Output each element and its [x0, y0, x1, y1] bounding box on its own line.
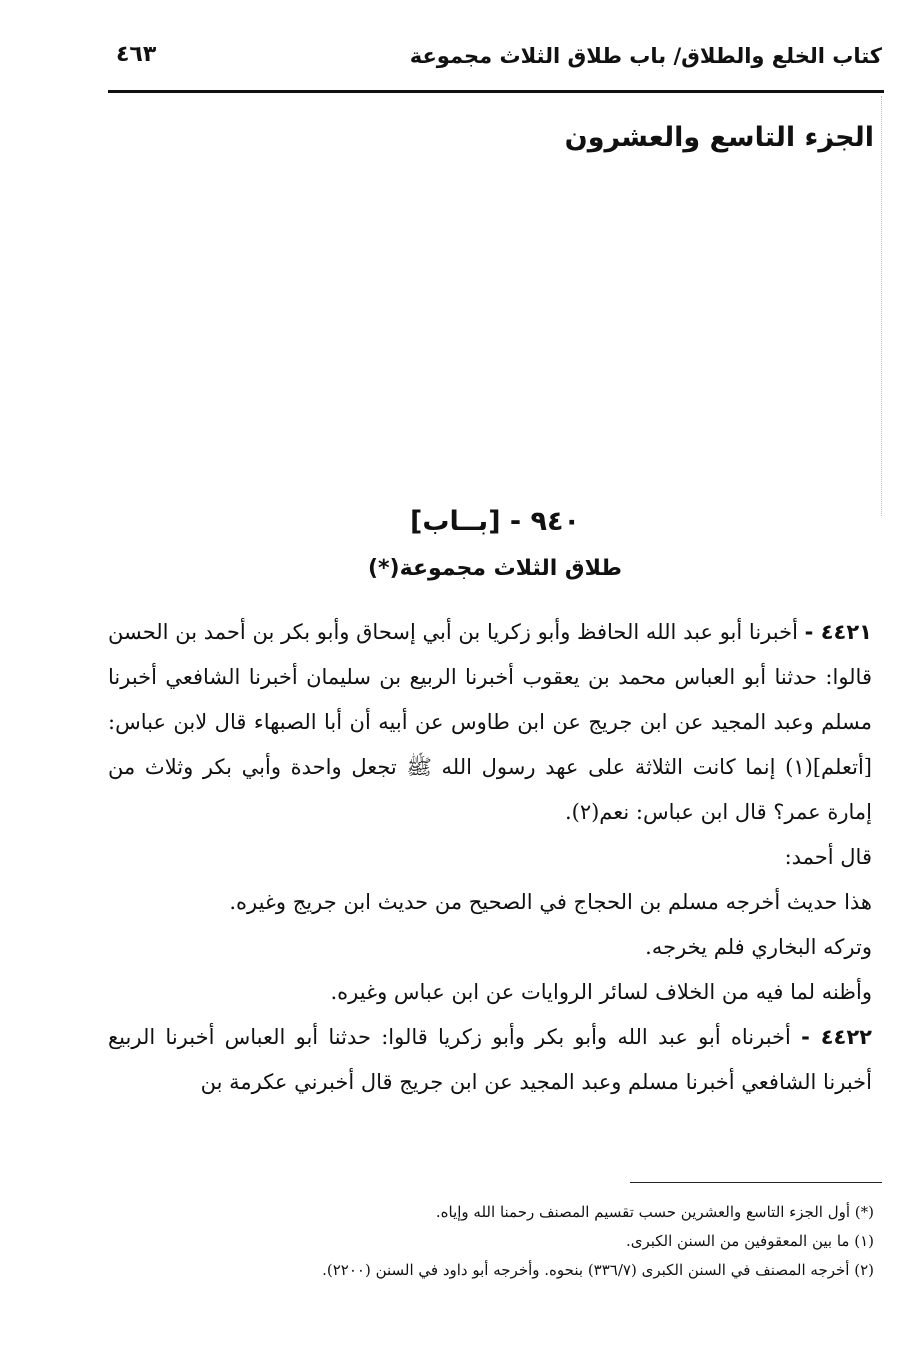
running-title: كتاب الخلع والطلاق/ باب طلاق الثلاث مجموعة: [409, 44, 882, 68]
chapter-subtitle: طلاق الثلاث مجموعة(*): [367, 556, 622, 581]
hadith-number: ٤٤٢١ -: [804, 620, 872, 644]
paragraph-azunnuhu: [108, 970, 872, 1015]
paragraph-text: أخبرنا أبو عبد الله الحافظ وأبو زكريا بن أبي إسحاق وأبو بكر بن أحمد بن الحسن قالوا: حدثنا أبو العباس محمد بن يعقوب أخبرنا الربيع بن سليمان أخبرنا الشافعي أخبرنا مسلم وعبد المجيد عن ابن جريج عن ابن طاوس عن أبيه أن أبا الصبهاء قال لابن عباس: [أتعلم](١) إنما كانت الثلاثة على عهد رسول الله ﷺ تجعل واحدة وأبي بكر وثلاث من إمارة عمر؟ قال ابن عباس: نعم(٢).: [108, 620, 872, 824]
running-header: [108, 38, 882, 82]
footnote-rule: [630, 1182, 882, 1183]
page-number: ٤٦٣: [116, 42, 157, 67]
footnote-1: (١) ما بين المعقوفين من السنن الكبرى.: [625, 1232, 874, 1250]
paragraph-text: هذا حديث أخرجه مسلم بن الحجاج في الصحيح من حديث ابن جريج وغيره.: [229, 890, 872, 914]
paragraph-text: وأظنه لما فيه من الخلاف لسائر الروايات عن ابن عباس وغيره.: [330, 980, 872, 1004]
footnote-star: (*) أول الجزء التاسع والعشرين حسب تقسيم المصنف رحمنا الله وإياه.: [435, 1203, 874, 1221]
margin-guide: [881, 96, 882, 516]
paragraph-text: أخبرناه أبو عبد الله وأبو بكر وأبو زكريا قالوا: حدثنا أبو العباس أخبرنا الربيع أخبرنا الشافعي أخبرنا مسلم وعبد المجيد عن ابن جريج قال أخبرني عكرمة بن: [108, 1025, 872, 1094]
paragraph-4422: [108, 1015, 872, 1105]
footnote-2: (٢) أخرجه المصنف في السنن الكبرى (٣٣٦/٧) بنحوه. وأخرجه أبو داود في السنن (٢٢٠٠).: [322, 1261, 874, 1279]
hadith-number: ٤٤٢٢ -: [801, 1025, 872, 1049]
footnotes: [114, 1198, 874, 1285]
paragraph-text: قال أحمد:: [784, 845, 872, 869]
paragraph-tarakahu: [108, 925, 872, 970]
paragraph-hadha-hadith: [108, 880, 872, 925]
part-title: الجزء التاسع والعشرون: [564, 122, 874, 153]
body-text: [108, 610, 872, 1105]
paragraph-qala-ahmad: [108, 835, 872, 880]
paragraph-4421: [108, 610, 872, 835]
chapter-heading: ٩٤٠ - [بــاب]: [409, 506, 580, 537]
header-rule: [108, 90, 884, 93]
paragraph-text: وتركه البخاري فلم يخرجه.: [645, 935, 872, 959]
